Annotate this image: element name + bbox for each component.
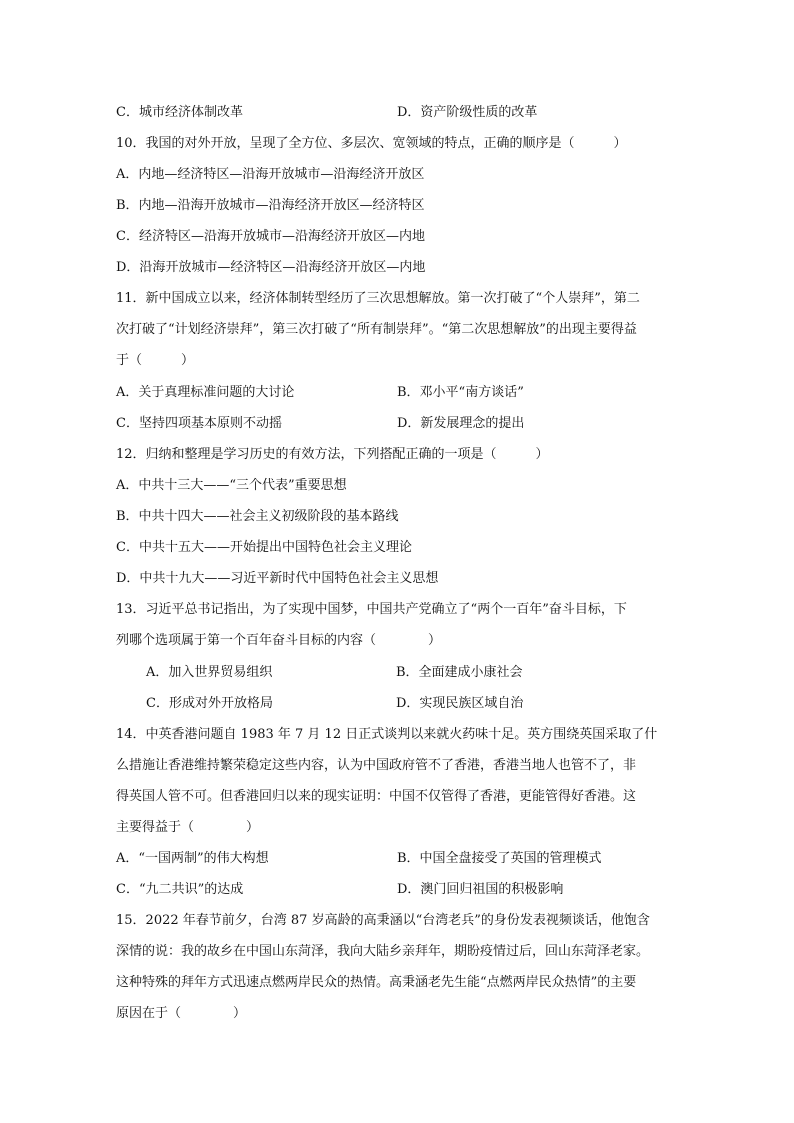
q13-option-a: A．加入世界贸易组织	[146, 665, 273, 680]
q12-option-a: A．中共十三大——“三个代表”重要思想	[116, 478, 347, 493]
q10-option-d: D．沿海开放城市—经济特区—沿海经济开放区—内地	[116, 260, 426, 275]
q13-option-d: D．实现民族区域自治	[396, 696, 524, 711]
q11-option-a: A．关于真理标准问题的大讨论	[116, 385, 295, 400]
q15-stem-line4: 原因在于（ ）	[116, 1006, 247, 1021]
q9-option-d: D．资产阶级性质的改革	[397, 105, 538, 120]
q11-stem-line1: 11．新中国成立以来，经济体制转型经历了三次思想解放。第一次打破了“个人崇拜”，第二	[116, 291, 640, 306]
q9-option-c: C．城市经济体制改革	[116, 105, 243, 120]
q12-option-d: D．中共十九大——习近平新时代中国特色社会主义思想	[116, 571, 439, 586]
q11-option-c: C．坚持四项基本原则不动摇	[116, 416, 282, 431]
q13-option-b: B．全面建成小康社会	[396, 665, 523, 680]
q11-option-b: B．邓小平“南方谈话”	[397, 385, 524, 400]
q15-stem-line3: 这种特殊的拜年方式迅速点燃两岸民众的热情。高秉涵老先生能“点燃两岸民众热情”的主要	[116, 975, 637, 990]
q10-option-c: C．经济特区—沿海开放城市—沿海经济开放区—内地	[116, 229, 425, 244]
q11-stem-line2: 次打破了“计划经济崇拜”，第三次打破了“所有制崇拜”。“第二次思想解放”的出现主要得益	[116, 322, 637, 337]
q10-stem: 10．我国的对外开放，呈现了全方位、多层次、宽领域的特点，正确的顺序是（ ）	[116, 136, 627, 151]
q11-stem-line3: 于（ ）	[116, 353, 195, 368]
q12-option-c: C．中共十五大——开始提出中国特色社会主义理论	[116, 540, 412, 555]
q14-stem-line4: 主要得益于（ ）	[116, 820, 260, 835]
q13-option-c: C．形成对外开放格局	[146, 696, 273, 711]
q12-stem: 12．归纳和整理是学习历史的有效方法，下列搭配正确的一项是（ ）	[116, 447, 549, 462]
q10-option-a: A．内地—经济特区—沿海开放城市—沿海经济开放区	[116, 167, 425, 182]
q14-option-c: C．“九二共识”的达成	[116, 882, 244, 897]
q15-stem-line1: 15．2022 年春节前夕，台湾 87 岁高龄的高秉涵以“台湾老兵”的身份发表视频谈话，他饱含	[116, 913, 650, 928]
q14-stem-line3: 得英国人管不可。但香港回归以来的现实证明：中国不仅管得了香港，更能管得好香港。这	[116, 789, 637, 804]
q12-option-b: B．中共十四大——社会主义初级阶段的基本路线	[116, 509, 399, 524]
q14-stem-line2: 么措施让香港维持繁荣稳定这些内容，认为中国政府管不了香港，香港当地人也管不了，非	[116, 758, 637, 773]
q14-stem-line1: 14．中英香港问题自 1983 年 7 月 12 日正式谈判以来就火药味十足。英方围绕英国采取了什	[116, 727, 658, 742]
q15-stem-line2: 深情的说：我的故乡在中国山东菏泽，我向大陆乡亲拜年，期盼疫情过后，回山东菏泽老家。	[116, 944, 650, 959]
q11-option-d: D．新发展理念的提出	[397, 416, 525, 431]
q10-option-b: B．内地—沿海开放城市—沿海经济开放区—经济特区	[116, 198, 425, 213]
q14-option-a: A．“一国两制”的伟大构想	[116, 851, 269, 866]
q13-stem-line2: 列哪个选项属于第一个百年奋斗目标的内容（ ）	[116, 633, 442, 648]
q14-option-d: D．澳门回归祖国的积极影响	[397, 882, 564, 897]
q14-option-b: B．中国全盘接受了英国的管理模式	[397, 851, 602, 866]
q13-stem-line1: 13．习近平总书记指出，为了实现中国梦，中国共产党确立了“两个一百年”奋斗目标，下	[116, 602, 627, 617]
